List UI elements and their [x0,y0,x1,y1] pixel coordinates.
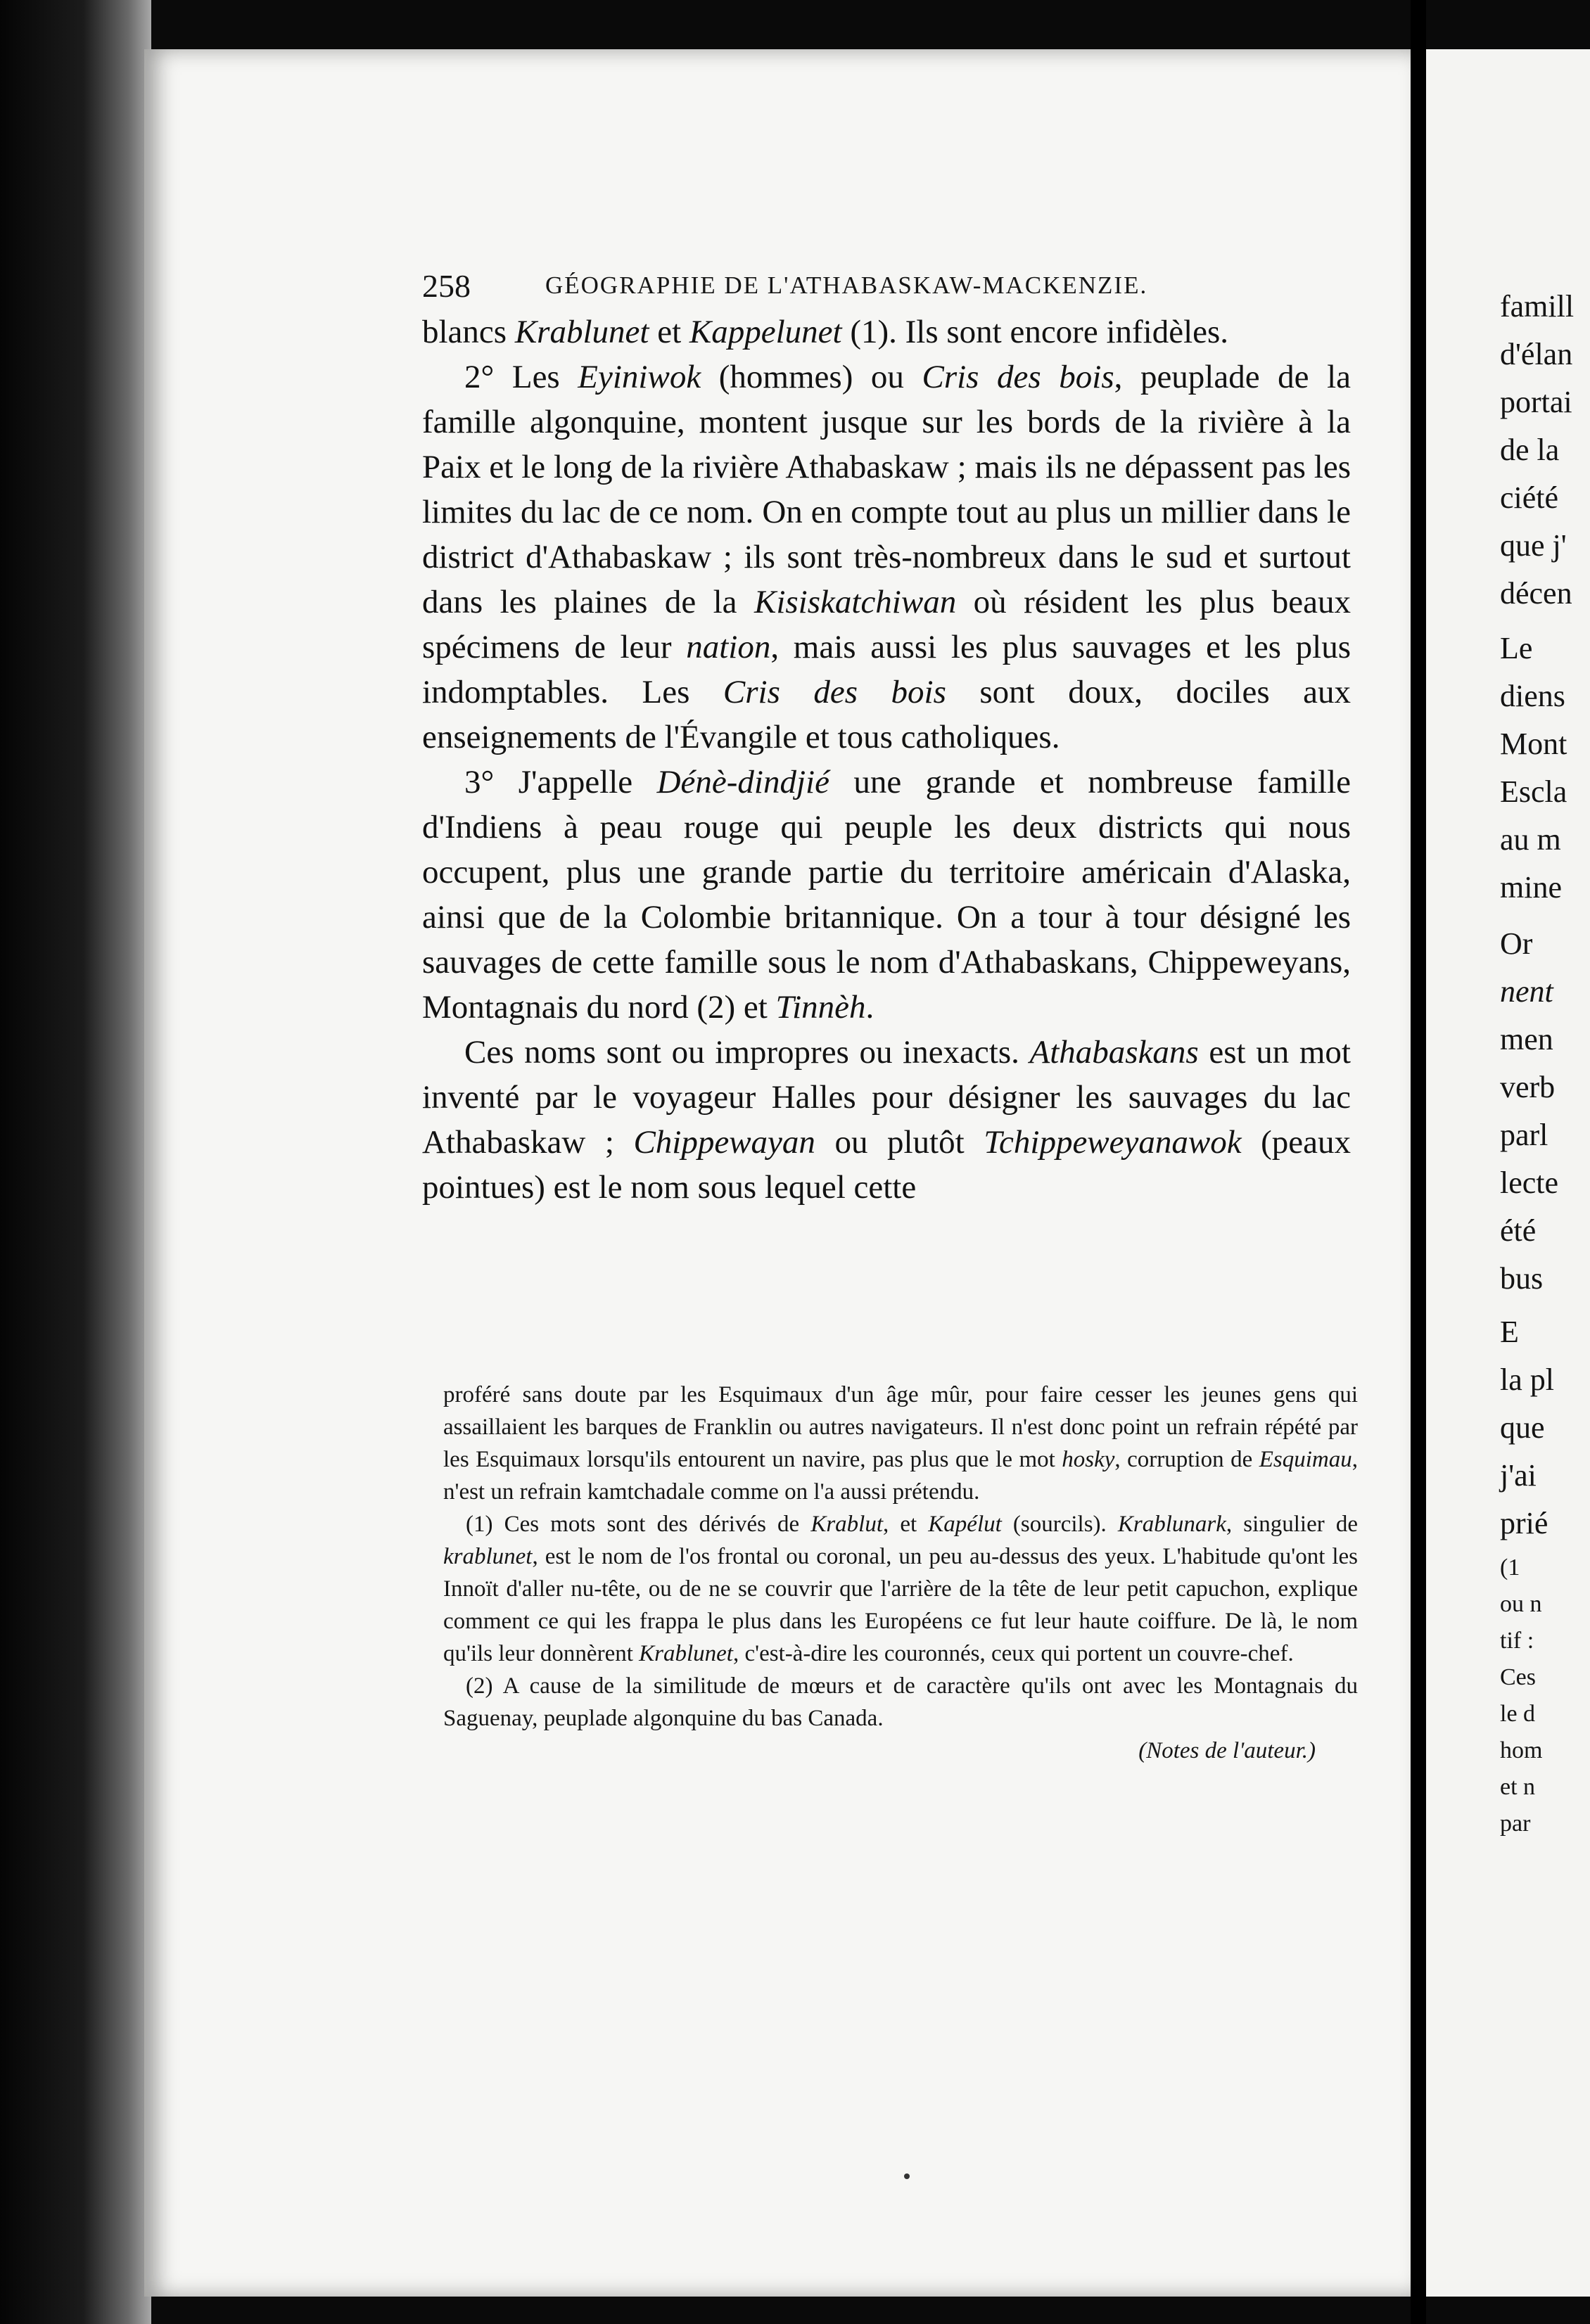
right-page-line: prié [1500,1506,1548,1540]
ink-speck [904,2173,910,2179]
right-page-line: diens [1500,679,1565,713]
right-page-line: j'ai [1500,1458,1537,1493]
right-page-line: famill [1500,289,1575,324]
page-header [422,267,1365,309]
text-run: , peuplade de la famille algonquine, montent jusque sur les bords de la rivière à la Paix et le long de la rivière Athabaskaw ; mais ils ne dépassent pas les limites du lac de ce nom. On en compte tout au plus un millier dans le district d'Athabaskaw ; ils sont très-nombreux dans le sud et surtout dans les plaines de la [422,359,1352,620]
text-run: sont doux, dociles aux enseignements de l'Évangile et tous catholiques. [422,674,1351,755]
italic-term: Kappelunet [689,314,842,350]
italic-term: Kisiskatchiwan [753,584,957,620]
italic-term: krablunet [443,1544,533,1569]
right-page-line: E [1500,1315,1519,1349]
right-page-line: nent [1500,974,1553,1009]
right-page-line: au m [1500,822,1561,857]
italic-term: Krablunet [639,1641,733,1666]
right-page-line: verb [1500,1070,1556,1104]
footnote-continuation [443,1379,1358,1508]
italic-term: Kapélut [928,1512,1002,1537]
footnote-signature: (Notes de l'auteur.) [1138,1738,1316,1763]
text-run: (1) Ces mots sont des dérivés de [466,1512,811,1537]
italic-term: Cris des bois [723,674,946,710]
right-page-line: la pl [1500,1362,1554,1397]
italic-term: Dénè-dindjié [656,764,829,800]
right-page-line: que [1500,1410,1545,1445]
right-page-line: portai [1500,385,1572,419]
italic-term: Eyiniwok [578,359,701,395]
paragraph-noms [422,1030,1351,1210]
text-run: Ces noms sont ou impropres ou inexacts. [464,1034,1030,1071]
text-run: (hommes) ou [701,359,922,395]
text-run: (sourcils). [1001,1512,1118,1537]
italic-term: Krablunark [1117,1512,1226,1537]
right-page-line: lecte [1500,1166,1559,1200]
text-run: , mais aussi les plus sauvages et les plus indomptables. Les [422,629,1352,710]
text-run: une grande et nombreuse famille d'Indiens à peau rouge qui peuple les deux districts qui nous occupent, plus une grande partie du territoire américain d'Alaska, ainsi que de la Colombie britannique. On a tour à tour désigné les sauvages de cette famille sous le nom d'Athabaskans, Chippeweyans, Montagnais du nord (2) et [422,764,1351,1026]
paragraph-dene-dindjie [422,760,1351,1030]
text-run: , singulier de [1226,1512,1358,1537]
italic-term: Esquimau [1259,1447,1352,1472]
right-page-line: men [1500,1022,1553,1056]
running-title: GÉOGRAPHIE DE L'ATHABASKAW-MACKENZIE. [545,272,1148,299]
right-page-line: mine [1500,870,1562,905]
right-page-line: tif : [1500,1628,1534,1654]
right-page-line: décen [1500,576,1572,611]
italic-term: Krablut [810,1512,884,1537]
text-run: ou plutôt [815,1124,984,1161]
text-run: . [865,989,874,1026]
italic-term: Cris des bois [922,359,1114,395]
page-divider [1411,0,1426,2324]
right-page-line: que j' [1500,528,1567,563]
paragraph-cris-des-bois [422,355,1351,760]
footnote-1 [443,1508,1358,1670]
italic-term: Athabaskans [1029,1034,1199,1071]
right-page-line: Escla [1500,774,1567,809]
right-page-line: d'élan [1500,337,1573,371]
right-page-line: été [1500,1213,1537,1248]
text-run: , est le nom de l'os frontal ou coronal, un peu au-dessus des yeux. L'habitude qu'ont les Innoït d'aller nu-tête, ou de ne se couvrir que l'arrière de la tête de leur petit capuchon, explique comment ce qui les frappa le plus dans les Européens ce fut leur haute coiffure. De là, le nom qu'ils leur donnèrent [443,1544,1358,1666]
text-run: où résident les plus beaux spécimens de leur [422,584,1351,665]
right-page-line: (1 [1500,1554,1520,1581]
page-number: 258 [422,268,471,304]
book-gutter [0,0,151,2324]
text-run: , c'est-à-dire les couronnés, ceux qui portent un couvre-chef. [732,1641,1294,1666]
text-run: et [649,314,689,350]
italic-term: Tchippeweyanawok [984,1124,1242,1161]
right-page-line: et n [1500,1774,1536,1800]
footnotes [443,1379,1358,1767]
right-page-line: hom [1500,1737,1543,1763]
italic-term: hosky [1062,1447,1115,1472]
text-run: proféré sans doute par les Esquimaux d'un âge mûr, pour faire cesser les jeunes gens qui assaillaient les barques de Franklin ou autres navigateurs. Il n'est donc point un refrain répété par les Esquimaux lorsqu'ils entourent un navire, pas plus que le mot [443,1382,1358,1472]
body-text [422,309,1351,1210]
footnote-2 [443,1670,1358,1735]
text-run: , corruption de [1114,1447,1259,1472]
right-page-line: Or [1500,926,1533,961]
italic-term: nation [686,629,771,665]
text-run: , et [883,1512,929,1537]
right-page-line: de la [1500,433,1560,467]
text-run: blancs [422,314,515,350]
right-page-line: Le [1500,631,1533,665]
text-run: (peaux pointues) est le nom sous lequel cette [422,1124,1351,1206]
right-page-line: ciété [1500,480,1559,515]
text-run: (1). Ils sont encore infidèles. [841,314,1229,350]
right-page-line: Mont [1500,727,1567,761]
right-page-line: le d [1500,1701,1536,1727]
text-run: (2) A cause de la similitude de mœurs et de caractère qu'ils ont avec les Montagnais du Saguenay, peuplade algonquine du bas Canada. [443,1673,1358,1731]
italic-term: Krablunet [514,314,649,350]
text-run: 2° Les [464,359,578,395]
italic-term: Chippewayan [633,1124,815,1161]
right-page-line: parl [1500,1118,1548,1152]
right-page-line: par [1500,1811,1531,1837]
text-run: , n'est un refrain kamtchadale comme on l'a aussi prétendu. [443,1447,1359,1505]
right-page-line: bus [1500,1261,1544,1296]
right-page-fragment [1426,49,1590,2297]
right-page-line: ou n [1500,1591,1542,1617]
text-run: est un mot inventé par le voyageur Halles pour désigner les sauvages du lac Athabaskaw ; [422,1034,1351,1161]
italic-term: Tinnèh [775,989,866,1026]
paragraph-continuation [422,309,1351,355]
right-page-line: Ces [1500,1664,1536,1690]
text-run: 3° J'appelle [464,764,657,800]
